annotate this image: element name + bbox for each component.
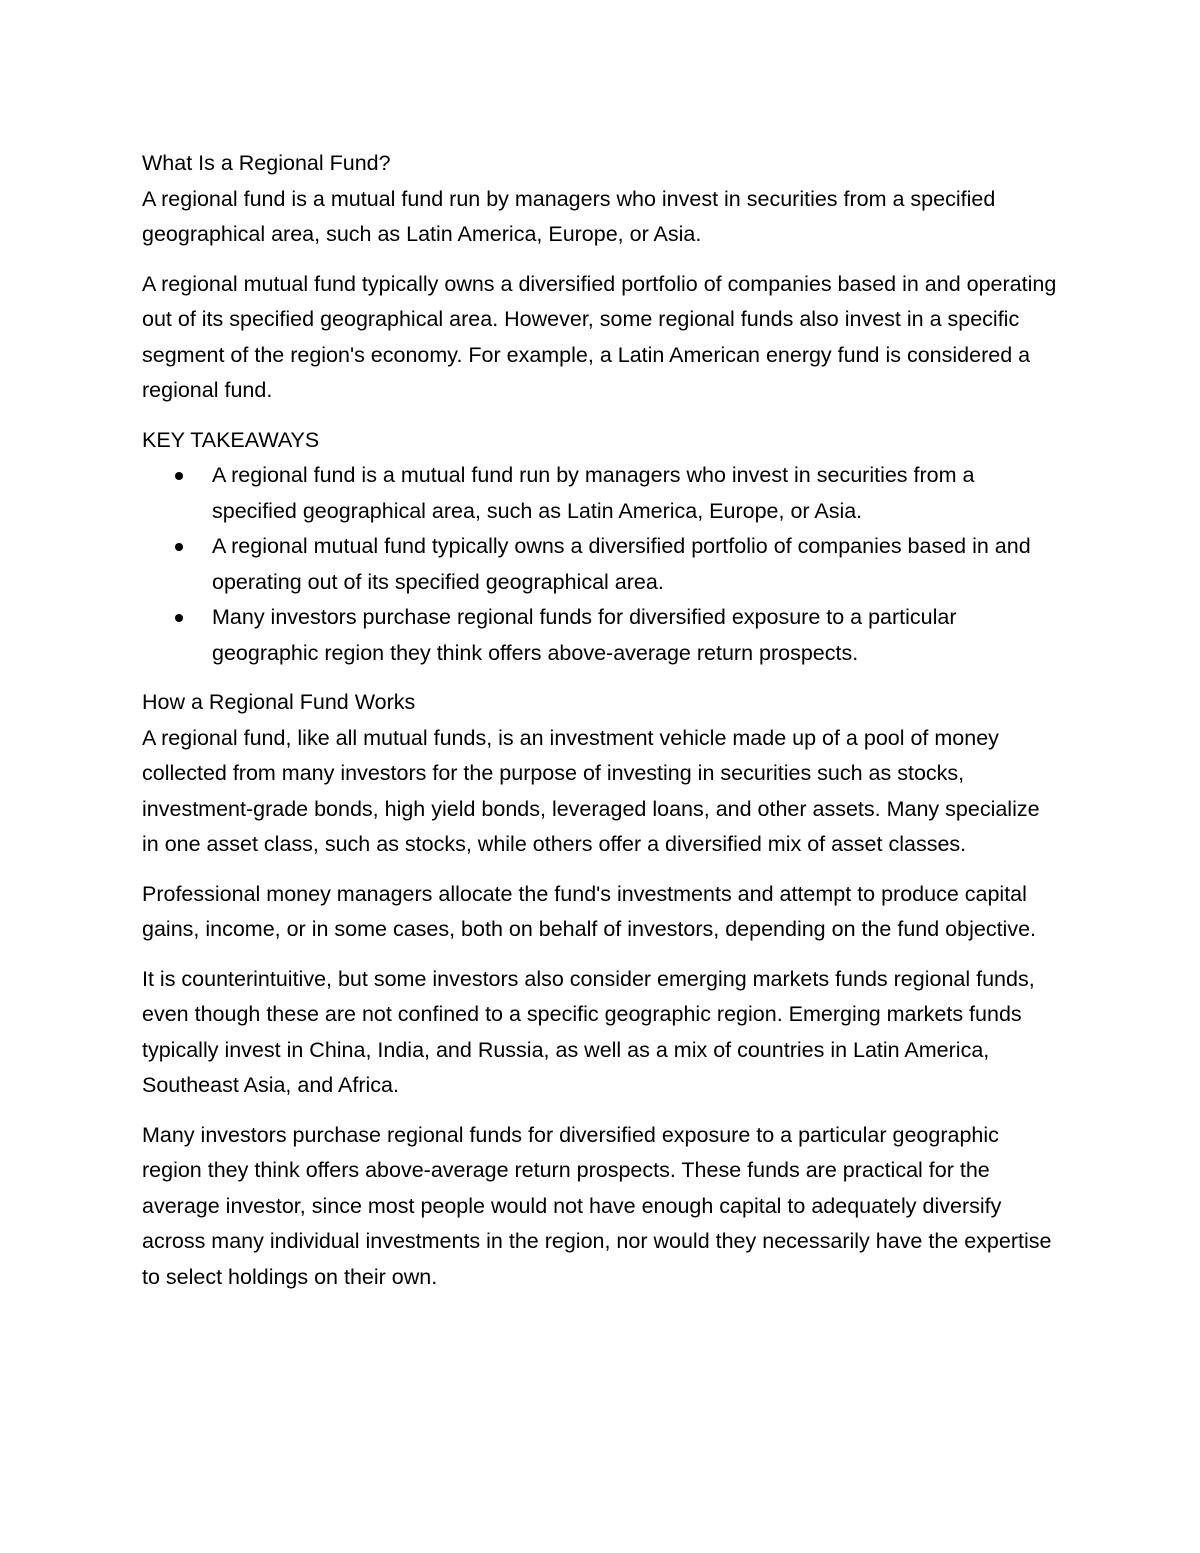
bullet-icon <box>175 472 183 480</box>
key-takeaways-list <box>142 458 1062 671</box>
paragraph: A regional mutual fund typically owns a diversified portfolio of companies based in and operating out of its specified geographical area. However, some regional funds also invest in a specific segment of the region's economy. For example, a Latin American energy fund is considered a regional fund. <box>142 271 1057 402</box>
bullet-icon <box>175 543 183 551</box>
paragraph: A regional fund, like all mutual funds, is an investment vehicle made up of a pool of money collected from many investors for the purpose of investing in securities such as stocks, investment-grade bonds, high yield bonds, leveraged loans, and other assets. Many specialize in one asset class, such as stocks, while others offer a diversified mix of asset classes. <box>142 725 1040 856</box>
document-body <box>142 146 1062 1309</box>
section-heading-what-is: What Is a Regional Fund? <box>142 151 391 175</box>
paragraph: Professional money managers allocate the fund's investments and attempt to produce capital gains, income, or in some cases, both on behalf of investors, depending on the fund objective. <box>142 881 1037 941</box>
key-takeaways-heading: KEY TAKEAWAYS <box>142 427 320 452</box>
list-item <box>142 529 1062 600</box>
list-item <box>142 458 1062 529</box>
paragraph: Many investors purchase regional funds for diversified exposure to a particular geographic region they think offers above-average return prospects. These funds are practical for the average investor, since most people would not have enough capital to adequately diversify across many individual investments in the region, nor would they necessarily have the expertise to select holdings on their own. <box>142 1122 1052 1289</box>
list-item-text: A regional fund is a mutual fund run by managers who invest in securities from a specified geographical area, such as Latin America, Europe, or Asia. <box>212 463 975 523</box>
bullet-icon <box>175 614 183 622</box>
list-item-text: Many investors purchase regional funds for diversified exposure to a particular geographic region they think offers above-average return prospects. <box>212 605 957 665</box>
list-item <box>142 600 1062 671</box>
section-heading-how-it-works: How a Regional Fund Works <box>142 690 416 714</box>
paragraph: It is counterintuitive, but some investors also consider emerging markets funds regional funds, even though these are not confined to a specific geographic region. Emerging markets funds typically invest in China, India, and Russia, as well as a mix of countries in Latin America, Southeast Asia, and Africa. <box>142 966 1035 1097</box>
paragraph: A regional fund is a mutual fund run by managers who invest in securities from a specified geographical area, such as Latin America, Europe, or Asia. <box>142 186 996 246</box>
list-item-text: A regional mutual fund typically owns a diversified portfolio of companies based in and operating out of its specified geographical area. <box>212 534 1031 594</box>
